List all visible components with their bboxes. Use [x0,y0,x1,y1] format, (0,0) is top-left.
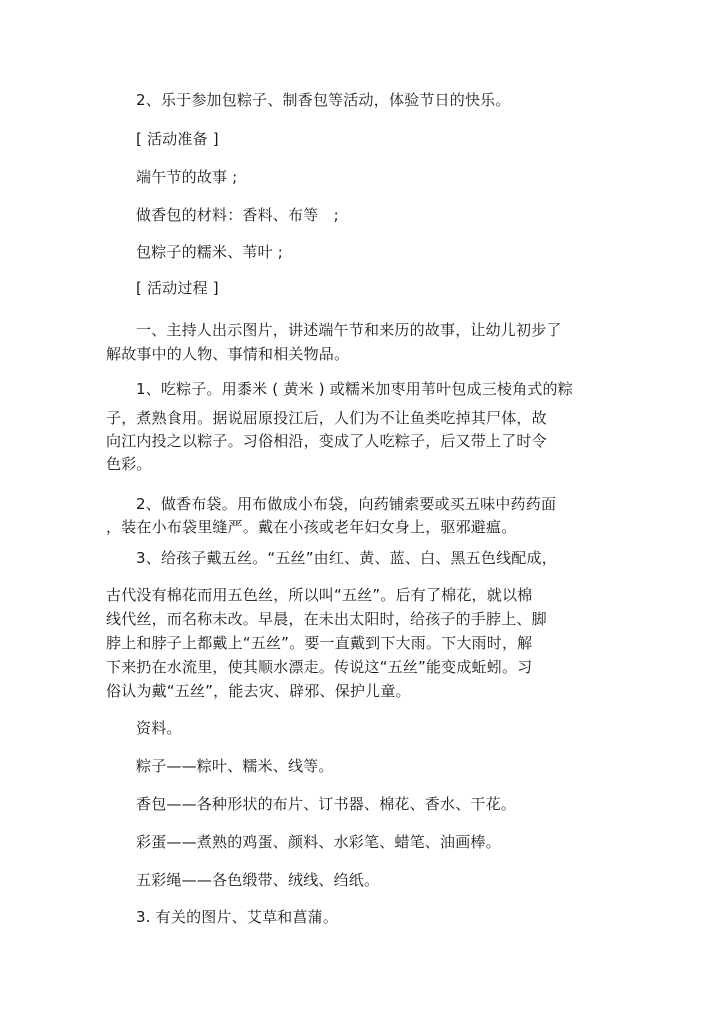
paragraph-line: 向江内投之以粽子。习俗相沿，变成了人吃粽子，后又带上了时令 [106,432,547,450]
paragraph-line: 1、吃粽子。用黍米 ( 黄米 ) 或糯米加枣用苇叶包成三棱角式的粽 [136,380,573,398]
prep-item-story: 端午节的故事 ; [136,168,238,186]
paragraph-line: 俗认为戴“五丝”，能去灾、辟邪、保护儿童。 [106,682,411,700]
paragraph-line: ，装在小布袋里缝严。戴在小孩或老年妇女身上，驱邪避瘟。 [106,518,517,536]
paragraph-line: 脖上和脖子上都戴上“五丝”。要一直戴到下大雨。下大雨时，解 [106,634,533,652]
paragraph-line: 一、主持人出示图片，讲述端午节和来历的故事，让幼儿初步了 [136,321,562,339]
material-item-zongzi: 粽子——粽叶、糯米、线等。 [136,757,334,775]
goal-line-2: 2、乐于参加包粽子、制香包等活动，体验节日的快乐。 [136,91,511,109]
section-heading-preparation: [ 活动准备 ] [136,130,219,148]
paragraph-line: 3、给孩子戴五丝。“五丝”由红、黄、蓝、白、黑五色线配成， [136,549,557,567]
paragraph-line: 线代丝，而名称未改。早晨，在未出太阳时，给孩子的手脖上、脚 [106,610,547,628]
paragraph-line: 下来扔在水流里，使其顺水漂走。传说这“五丝”能变成蚯蚓。习 [106,658,533,676]
paragraph-line: 解故事中的人物、事情和相关物品。 [106,345,350,363]
material-item-sachet: 香包——各种形状的布片、订书器、棉花、香水、干花。 [136,795,517,813]
prep-item-sachet-materials: 做香包的材料：香料、布等 ; [136,206,339,224]
paragraph-line: 2、做香布袋。用布做成小布袋，向药铺索要或买五味中药药面 [136,495,557,513]
paragraph-line: 古代没有棉花而用五色丝，所以叫“五丝”。后有了棉花，就以棉 [106,586,533,604]
paragraph-line: 色彩。 [106,455,152,473]
resource-line-3: 3. 有关的图片、艾草和菖蒲。 [136,908,339,926]
paragraph-line: 子，煮熟食用。据说屈原投江后，人们为不让鱼类吃掉其尸体，故 [106,409,547,427]
material-item-egg: 彩蛋——煮熟的鸡蛋、颜料、水彩笔、蜡笔、油画棒。 [136,833,501,851]
prep-item-zongzi-materials: 包粽子的糯米、苇叶 ; [136,243,284,261]
materials-heading: 资料。 [136,719,182,737]
section-heading-process: [ 活动过程 ] [136,279,219,297]
material-item-rope: 五彩绳——各色缎带、绒线、绉纸。 [136,871,380,889]
